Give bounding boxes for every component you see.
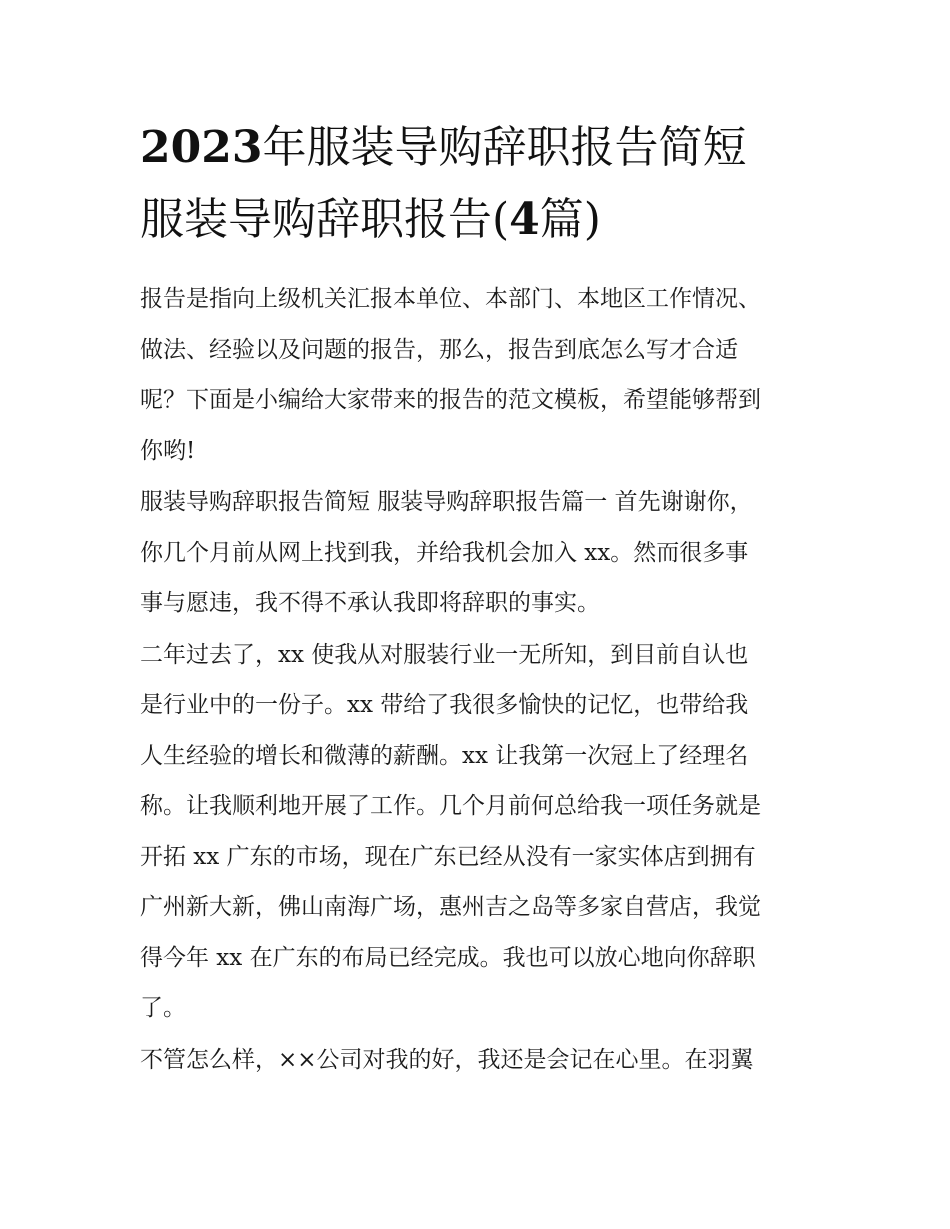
text-line: 广州新大新，佛山南海广场，惠州吉之岛等多家自营店，我觉: [140, 894, 761, 920]
text-line: 你哟!: [140, 437, 196, 464]
title-year: 2023: [140, 122, 263, 173]
text-line: 称。让我顺利地开展了工作。几个月前何总给我一项任务就是: [140, 793, 761, 819]
title-line-1: [140, 112, 820, 184]
text-line: 开拓 xx 广东的市场，现在广东已经从没有一家实体店到拥有: [140, 843, 756, 870]
paragraph-experience: [140, 630, 820, 1034]
title-line-2-suffix: 篇): [539, 194, 601, 245]
text-line: 做法、经验以及问题的报告，那么，报告到底怎么写才合适: [140, 336, 738, 363]
paragraph-intro: [140, 274, 820, 476]
title-count: 4: [509, 194, 540, 245]
title-line-2-text: 服装导购辞职报告(: [140, 194, 510, 245]
text-line: 人生经验的增长和微薄的薪酬。xx 让我第一次冠上了经理名: [140, 742, 749, 769]
text-line: 你几个月前从网上找到我，并给我机会加入 xx。然而很多事: [140, 539, 749, 566]
document-content: [140, 112, 820, 1086]
text-line: 得今年 xx 在广东的布局已经完成。我也可以放心地向你辞职: [140, 944, 756, 971]
text-line: 服装导购辞职报告简短 服装导购辞职报告篇一 首先谢谢你，: [140, 489, 753, 515]
paragraph-closing: [140, 1035, 820, 1086]
text-line: 不管怎么样，××公司对我的好，我还是会记在心里。在羽翼: [140, 1046, 754, 1073]
text-line: 事与愿违，我不得不承认我即将辞职的事实。: [140, 590, 600, 616]
text-line: 了。: [140, 995, 186, 1021]
document-title: [140, 112, 820, 256]
text-line: 是行业中的一份子。xx 带给了我很多愉快的记忆，也带给我: [140, 692, 749, 718]
document-body: [140, 274, 820, 1085]
title-line-1-text: 年服装导购辞职报告简短: [262, 122, 747, 173]
text-line: 呢？下面是小编给大家带来的报告的范文模板，希望能够帮到: [140, 387, 761, 413]
text-line: 报告是指向上级机关汇报本单位、本部门、本地区工作情况、: [140, 286, 761, 312]
text-line: 二年过去了，xx 使我从对服装行业一无所知，到目前自认也: [140, 641, 749, 668]
title-line-2: [140, 184, 820, 256]
paragraph-opening: [140, 477, 820, 629]
